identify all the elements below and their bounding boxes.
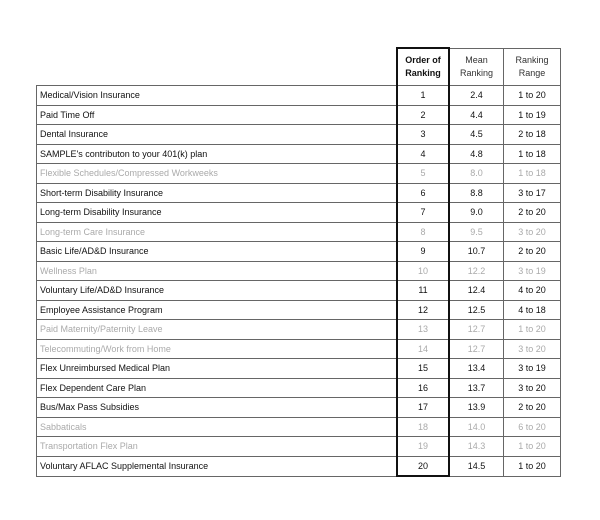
range-cell: 1 to 18	[504, 164, 561, 184]
order-cell: 10	[397, 261, 449, 281]
order-cell: 14	[397, 339, 449, 359]
mean-cell: 12.7	[449, 339, 504, 359]
order-cell: 12	[397, 300, 449, 320]
benefit-name-cell: Voluntary AFLAC Supplemental Insurance	[37, 456, 398, 476]
mean-cell: 14.5	[449, 456, 504, 476]
range-cell: 3 to 19	[504, 359, 561, 379]
order-cell: 7	[397, 203, 449, 223]
benefit-name-cell: Paid Maternity/Paternity Leave	[37, 320, 398, 340]
table-row	[37, 164, 561, 184]
table-row	[37, 222, 561, 242]
benefit-name-cell: Medical/Vision Insurance	[37, 86, 398, 106]
range-cell: 2 to 20	[504, 398, 561, 418]
benefit-name-cell: Long-term Disability Insurance	[37, 203, 398, 223]
range-cell: 4 to 20	[504, 281, 561, 301]
table-row	[37, 378, 561, 398]
mean-cell: 4.8	[449, 144, 504, 164]
range-cell: 2 to 18	[504, 125, 561, 145]
range-cell: 1 to 20	[504, 437, 561, 457]
order-cell: 17	[397, 398, 449, 418]
benefit-name-cell: SAMPLE's contributon to your 401(k) plan	[37, 144, 398, 164]
range-cell: 1 to 20	[504, 456, 561, 476]
order-cell: 4	[397, 144, 449, 164]
table-row	[37, 300, 561, 320]
range-cell: 2 to 20	[504, 242, 561, 262]
benefit-name-cell: Paid Time Off	[37, 105, 398, 125]
table-row	[37, 261, 561, 281]
range-cell: 6 to 20	[504, 417, 561, 437]
mean-ranking-header	[449, 48, 504, 86]
mean-cell: 12.4	[449, 281, 504, 301]
mean-header-line2: Ranking	[459, 67, 494, 78]
mean-cell: 4.5	[449, 125, 504, 145]
range-cell: 3 to 20	[504, 222, 561, 242]
order-cell: 1	[397, 86, 449, 106]
benefit-name-cell: Employee Assistance Program	[37, 300, 398, 320]
range-cell: 1 to 19	[504, 105, 561, 125]
benefit-name-cell: Telecommuting/Work from Home	[37, 339, 398, 359]
order-cell: 2	[397, 105, 449, 125]
mean-cell: 8.0	[449, 164, 504, 184]
benefit-name-cell: Sabbaticals	[37, 417, 398, 437]
order-cell: 16	[397, 378, 449, 398]
table-row	[37, 417, 561, 437]
table-row	[37, 105, 561, 125]
order-cell: 3	[397, 125, 449, 145]
order-cell: 5	[397, 164, 449, 184]
header-row	[37, 48, 561, 86]
blank-header-cell	[37, 48, 398, 86]
benefit-name-cell: Basic Life/AD&D Insurance	[37, 242, 398, 262]
order-cell: 13	[397, 320, 449, 340]
order-cell: 9	[397, 242, 449, 262]
mean-cell: 14.0	[449, 417, 504, 437]
benefit-name-cell: Bus/Max Pass Subsidies	[37, 398, 398, 418]
mean-cell: 2.4	[449, 86, 504, 106]
mean-cell: 9.0	[449, 203, 504, 223]
order-cell: 8	[397, 222, 449, 242]
range-cell: 2 to 20	[504, 203, 561, 223]
table-row	[37, 281, 561, 301]
benefit-name-cell: Flex Dependent Care Plan	[37, 378, 398, 398]
table-row	[37, 125, 561, 145]
ranking-range-header	[504, 48, 561, 86]
range-cell: 3 to 19	[504, 261, 561, 281]
benefit-name-cell: Flexible Schedules/Compressed Workweeks	[37, 164, 398, 184]
benefit-name-cell: Dental Insurance	[37, 125, 398, 145]
benefit-name-cell: Transportation Flex Plan	[37, 437, 398, 457]
range-header-line2: Range	[518, 67, 546, 78]
mean-cell: 4.4	[449, 105, 504, 125]
range-header-line1: Ranking	[515, 54, 549, 65]
order-cell: 20	[397, 456, 449, 476]
mean-cell: 9.5	[449, 222, 504, 242]
benefit-name-cell: Long-term Care Insurance	[37, 222, 398, 242]
order-cell: 15	[397, 359, 449, 379]
table-row	[37, 144, 561, 164]
table-row	[37, 86, 561, 106]
range-cell: 1 to 20	[504, 86, 561, 106]
range-cell: 1 to 18	[504, 144, 561, 164]
order-cell: 6	[397, 183, 449, 203]
range-cell: 3 to 20	[504, 339, 561, 359]
mean-cell: 13.7	[449, 378, 504, 398]
table-row	[37, 359, 561, 379]
range-cell: 1 to 20	[504, 320, 561, 340]
table-row	[37, 437, 561, 457]
table-row	[37, 242, 561, 262]
mean-cell: 8.8	[449, 183, 504, 203]
range-cell: 3 to 20	[504, 378, 561, 398]
table-row	[37, 183, 561, 203]
mean-cell: 10.7	[449, 242, 504, 262]
order-cell: 11	[397, 281, 449, 301]
mean-cell: 13.9	[449, 398, 504, 418]
order-cell: 19	[397, 437, 449, 457]
mean-header-line1: Mean	[465, 54, 488, 65]
order-cell: 18	[397, 417, 449, 437]
table-row	[37, 203, 561, 223]
mean-cell: 12.2	[449, 261, 504, 281]
table-row	[37, 456, 561, 476]
mean-cell: 12.7	[449, 320, 504, 340]
order-header-line1: Order of	[405, 55, 441, 65]
mean-cell: 13.4	[449, 359, 504, 379]
order-of-ranking-header	[397, 48, 449, 86]
table-row	[37, 339, 561, 359]
benefit-name-cell: Short-term Disability Insurance	[37, 183, 398, 203]
benefit-name-cell: Flex Unreimbursed Medical Plan	[37, 359, 398, 379]
table-body	[37, 86, 561, 477]
range-cell: 4 to 18	[504, 300, 561, 320]
benefit-name-cell: Voluntary Life/AD&D Insurance	[37, 281, 398, 301]
benefit-name-cell: Wellness Plan	[37, 261, 398, 281]
benefits-ranking-table	[36, 47, 561, 477]
mean-cell: 14.3	[449, 437, 504, 457]
range-cell: 3 to 17	[504, 183, 561, 203]
table-row	[37, 398, 561, 418]
order-header-line2: Ranking	[405, 68, 441, 78]
mean-cell: 12.5	[449, 300, 504, 320]
table-row	[37, 320, 561, 340]
